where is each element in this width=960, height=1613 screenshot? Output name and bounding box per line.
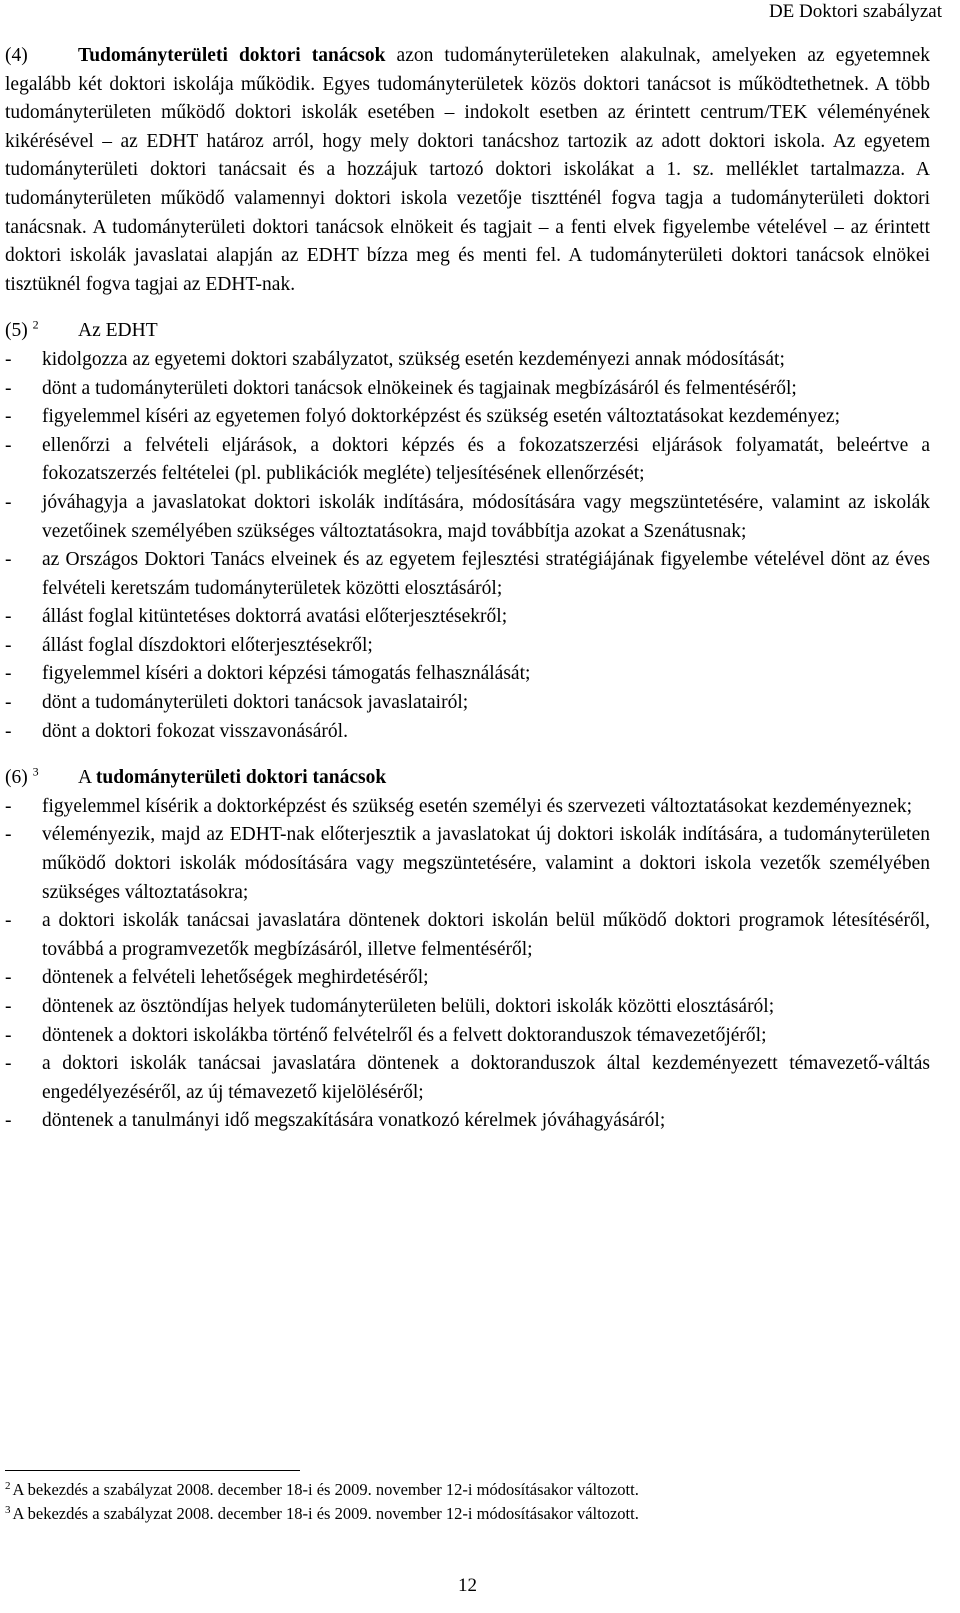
list-item: - döntenek a doktori iskolákba történő felvételről és a felvett doktoranduszok témavezetőjéről; <box>5 1022 930 1051</box>
list-item: - döntenek az ösztöndíjas helyek tudományterületen belüli, doktori iskolák közötti elosztásáról; <box>5 993 930 1022</box>
list-item: - figyelemmel kíséri a doktori képzési támogatás felhasználását; <box>5 660 930 689</box>
list-item: - a doktori iskolák tanácsai javaslatára döntenek doktori iskolán belül működő doktori programok létesítéséről, továbbá a programvezetők megbízásáról, illetve felmentéséről; <box>5 907 930 964</box>
section-6-list <box>5 793 930 1136</box>
section-5-list <box>5 346 930 746</box>
section-6-heading-bold: tudományterületi doktori tanácsok <box>95 767 387 789</box>
section-6-heading <box>5 764 930 793</box>
section-6-footnote-ref: 3 <box>32 764 39 779</box>
list-item: - az Országos Doktori Tanács elveinek és az egyetem fejlesztési stratégiájának figyelembe vételével dönt az éves felvételi keretszám tudományterületek közötti elosztásáról; <box>5 546 930 603</box>
footnote-3-marker: 3 <box>5 1503 11 1516</box>
list-item: - dönt a doktori fokozat visszavonásáról. <box>5 718 930 747</box>
section-4-bold-term: Tudományterületi doktori tanácsok <box>78 45 386 66</box>
section-4-paragraph <box>5 42 930 299</box>
section-4-number: (4) <box>5 45 28 66</box>
section-5-heading-text: Az EDHT <box>78 320 158 342</box>
list-item: - jóváhagyja a javaslatokat doktori iskolák indítására, módosítására vagy megszüntetésére, valamint az iskolák vezetőinek személyében szükséges változtatásokra, majd továbbítja azokat a Szenátusnak; <box>5 489 930 546</box>
footnote-2-text: A bekezdés a szabályzat 2008. december 18-i és 2009. november 12-i módosításakor változott. <box>12 1480 639 1499</box>
section-4-text: azon tudományterületeken alakulnak, amelyeken az egyetemnek legalább két doktori iskolája működik. Egyes tudományterületek közös doktori tanácsot is működtethetnek. A több tudományterületen működő doktori iskolák esetében – indokolt esetben az érintett centrum/TEK véleményének kikérésével – az EDHT határoz arról, hogy mely doktori tanácshoz tartozik az adott doktori iskola. Az egyetem tudományterületi doktori tanácsait és a hozzájuk tartozó doktori iskolákat a 1. sz. melléklet tartalmazza. A tudományterületen működő valamennyi doktori iskola vezetője tisztténél fogva tagja a tudományterületi doktori tanácsnak. A tudományterületi doktori tanácsok elnökeit és tagjait – a fenti elvek figyelembe vételével – az érintett doktori iskolák javaslatai alapján az EDHT bízza meg és menti fel. A tudományterületi doktori tanácsok elnökei tisztüknél fogva tagjai az EDHT-nak. <box>5 45 930 295</box>
footnotes <box>5 1478 639 1526</box>
list-item: - dönt a tudományterületi doktori tanácsok elnökeinek és tagjainak megbízásáról és felmentéséről; <box>5 375 930 404</box>
list-item: - kidolgozza az egyetemi doktori szabályzatot, szükség esetén kezdeményezi annak módosítását; <box>5 346 930 375</box>
list-item: - állást foglal díszdoktori előterjesztésekről; <box>5 632 930 661</box>
document-body <box>5 42 930 1136</box>
list-item: - figyelemmel kíséri az egyetemen folyó doktorképzést és szükség esetén változtatásokat kezdeményez; <box>5 403 930 432</box>
footnote-separator <box>5 1470 300 1471</box>
list-item: - figyelemmel kísérik a doktorképzést és szükség esetén személyi és szervezeti változtatásokat kezdeményeznek; <box>5 793 930 822</box>
section-6-number-wrap <box>5 764 78 793</box>
footnote-3-text: A bekezdés a szabályzat 2008. december 18-i és 2009. november 12-i módosításakor változott. <box>12 1504 639 1523</box>
section-5-footnote-ref: 2 <box>32 317 39 332</box>
section-5-heading <box>5 317 930 346</box>
list-item: - döntenek a tanulmányi idő megszakítására vonatkozó kérelmek jóváhagyásáról; <box>5 1107 930 1136</box>
footnote-2 <box>5 1478 639 1502</box>
section-5-number: (5) <box>5 320 28 342</box>
section-6-number: (6) <box>5 767 28 789</box>
list-item: - véleményezik, majd az EDHT-nak előterjesztik a javaslatokat új doktori iskolák indítására, a tudományterületen működő doktori iskolák módosítására vagy megszüntetésére, valamint a doktori iskola vezetők személyében szükséges változtatásokra; <box>5 821 930 907</box>
section-6-heading-prefix: A <box>78 767 96 789</box>
section-5-number-wrap <box>5 317 78 346</box>
page-number: 12 <box>458 1575 477 1596</box>
footnote-3 <box>5 1502 639 1526</box>
list-item: - a doktori iskolák tanácsai javaslatára döntenek a doktoranduszok által kezdeményezett témavezető-váltás engedélyezéséről, az új témavezető kijelöléséről; <box>5 1050 930 1107</box>
list-item: - ellenőrzi a felvételi eljárások, a doktori képzés és a fokozatszerzési eljárások folyamatát, beleértve a fokozatszerzés feltételei (pl. publikációk megléte) teljesítésének ellenőrzését; <box>5 432 930 489</box>
running-header: DE Doktori szabályzat <box>768 1 942 22</box>
footnote-2-marker: 2 <box>5 1479 11 1492</box>
list-item: - állást foglal kitüntetéses doktorrá avatási előterjesztésekről; <box>5 603 930 632</box>
list-item: - dönt a tudományterületi doktori tanácsok javaslatairól; <box>5 689 930 718</box>
list-item: - döntenek a felvételi lehetőségek meghirdetéséről; <box>5 964 930 993</box>
